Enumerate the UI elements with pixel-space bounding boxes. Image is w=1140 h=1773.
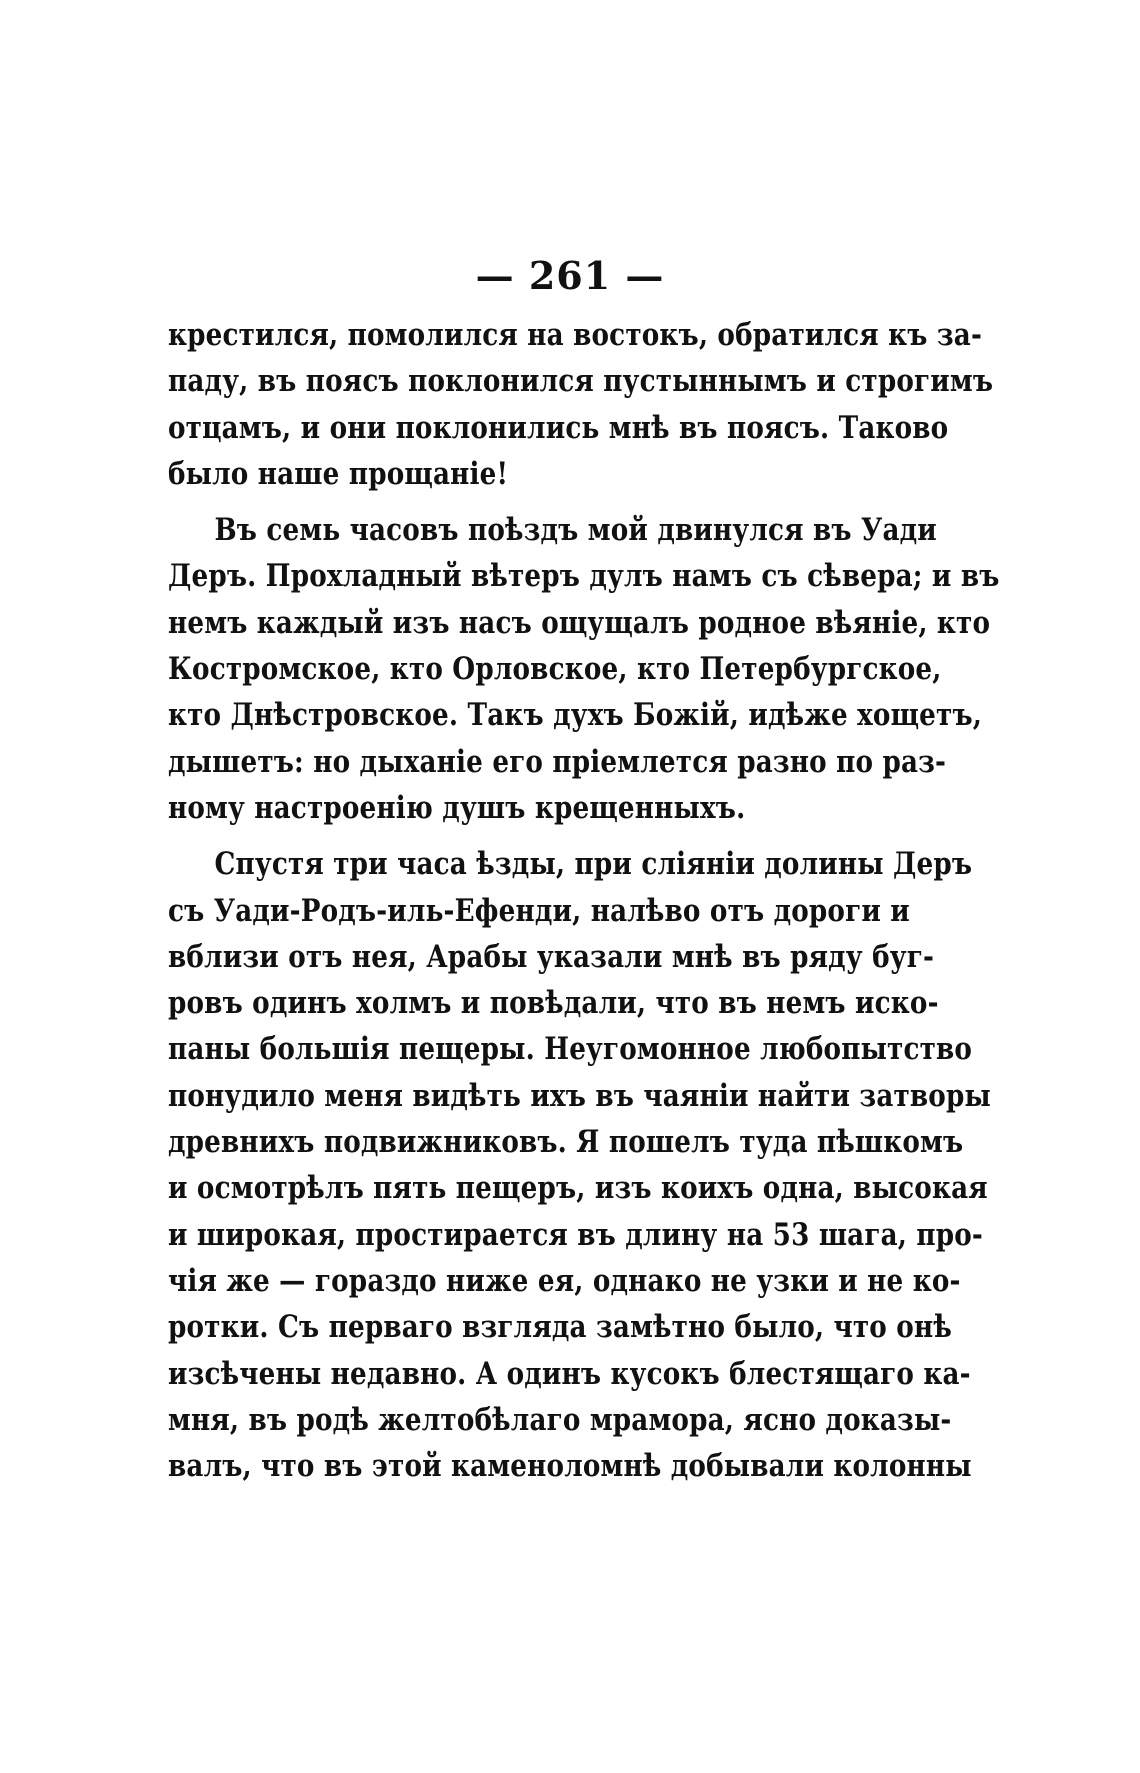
text-line: ному настроенію душъ крещенныхъ. [168, 789, 746, 826]
text-line: паны большія пещеры. Неугомонное любопытство [168, 1031, 973, 1068]
text-line: отцамъ, и они поклонились мнѣ въ поясъ. Таково [168, 409, 949, 446]
text-line: Въ семь часовъ поѣздъ мой двинулся въ Уади [214, 512, 937, 549]
text-line: Костромское, кто Орловское, кто Петербургское, [168, 651, 942, 688]
text-line: валъ, что въ этой каменоломнѣ добывали колонны [168, 1448, 972, 1485]
text-line: было наше прощаніе! [168, 455, 509, 492]
text-body [168, 312, 1000, 1489]
text-line: мня, въ родѣ желтобѣлаго мрамора, ясно доказы- [168, 1401, 952, 1438]
text-line: и широкая, простирается въ длину на 53 шага, про- [168, 1216, 983, 1253]
text-line: дышетъ: но дыханіе его пріемлется разно по раз- [168, 743, 947, 780]
text-line: паду, въ поясъ поклонился пустыннымъ и строгимъ [168, 363, 994, 400]
text-line: ровъ одинъ холмъ и повѣдали, что въ немъ иско- [168, 985, 939, 1022]
text-line: съ Уади-Родъ-иль-Ефенди, налѣво отъ дороги и [168, 892, 910, 929]
text-line: немъ каждый изъ насъ ощущалъ родное вѣяніе, кто [168, 604, 991, 641]
paragraph-2 [168, 507, 1000, 831]
paragraph-1 [168, 312, 994, 497]
text-line: и осмотрѣлъ пять пещеръ, изъ коихъ одна, высокая [168, 1170, 988, 1207]
text-line: ротки. Съ перваго взгляда замѣтно было, что онѣ [168, 1309, 952, 1346]
text-line: вблизи отъ нея, Арабы указали мнѣ въ ряду буг- [168, 938, 935, 975]
text-line: чія же — гораздо ниже ея, однако не узки и не ко- [168, 1262, 961, 1299]
text-line: древнихъ подвижниковъ. Я пошелъ туда пѣшкомъ [168, 1124, 964, 1161]
page-number: — 261 — [475, 253, 665, 298]
text-line: Деръ. Прохладный вѣтеръ дулъ намъ съ сѣвера; и въ [168, 558, 1000, 595]
text-line: крестился, помолился на востокъ, обратился къ за- [168, 317, 983, 353]
text-line: кто Днѣстровское. Такъ духъ Божій, идѣже хощетъ, [168, 697, 983, 734]
text-line: Спустя три часа ѣзды, при сліяніи долины Деръ [214, 846, 973, 883]
text-line: изсѣчены недавно. А одинъ кусокъ блестящаго ка- [168, 1355, 971, 1392]
text-line: понудило меня видѣть ихъ въ чаяніи найти затворы [168, 1077, 991, 1114]
paragraph-3 [168, 841, 991, 1489]
